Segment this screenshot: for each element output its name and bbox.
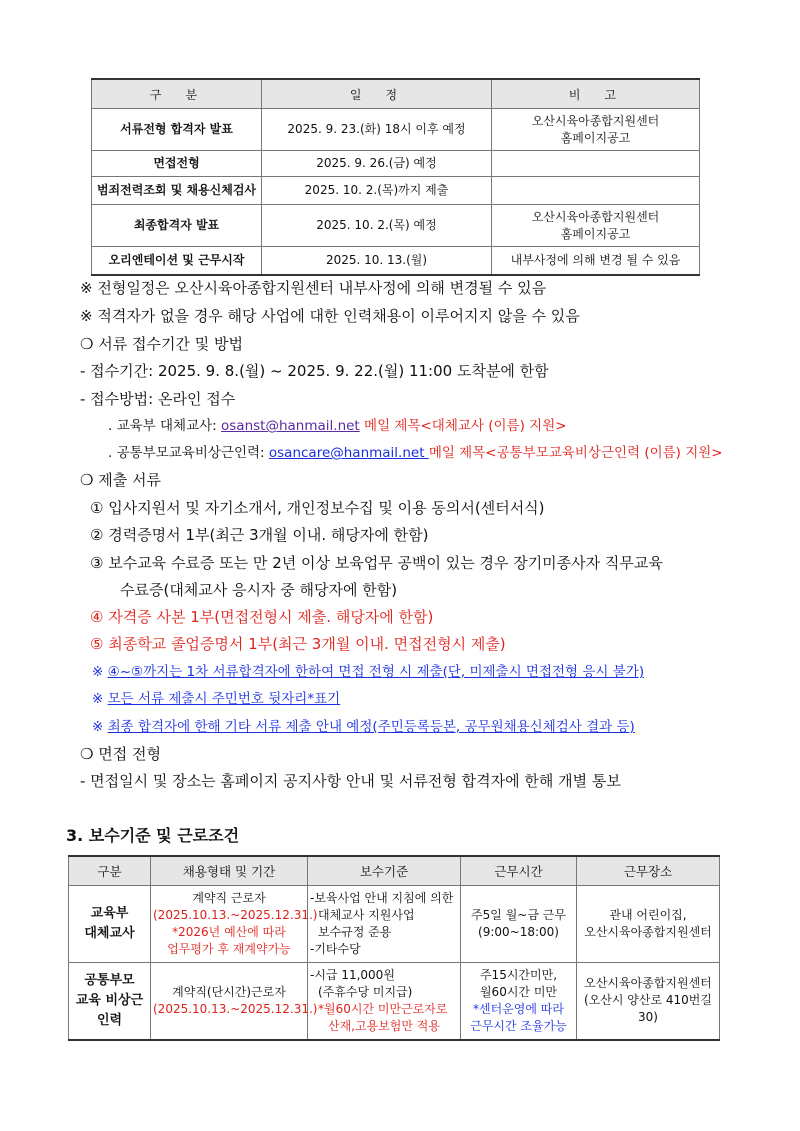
remark-text: 모든 서류 제출시 주민번호 뒷자리*표기 bbox=[107, 691, 341, 707]
pay-row-type bbox=[151, 886, 318, 963]
method-parent-education bbox=[108, 443, 800, 463]
no-candidate-note: ※ 적격자가 없을 경우 해당 사업에 대한 인력채용이 이루어지지 않을 수 있음 bbox=[80, 307, 580, 325]
pay-line: -시급 11,000원 bbox=[310, 967, 395, 982]
email-link-osanst[interactable]: osanst@hanmail.net bbox=[221, 418, 360, 434]
application-method: - 접수방법: 온라인 접수 bbox=[80, 390, 236, 408]
hours-line: 월60시간 미만 bbox=[479, 984, 558, 999]
place-line: 관내 어린이집, bbox=[609, 908, 687, 922]
schedule-change-note: ※ 전형일정은 오산시육아종합지원센터 내부사정에 의해 변경될 수 있음 bbox=[80, 279, 547, 297]
type-line: (2025.10.13.~2025.12.31.) bbox=[153, 908, 318, 922]
schedule-header-category: 구 분 bbox=[92, 79, 262, 109]
email-link-osancare[interactable]: osancare@hanmail.net bbox=[268, 445, 429, 461]
pay-line: -기타수당 bbox=[310, 942, 361, 956]
type-line: 계약직 근로자 bbox=[192, 891, 266, 905]
document-item: ④ 자격증 사본 1부(면접전형시 제출. 해당자에 한함) bbox=[90, 608, 434, 626]
schedule-label: 서류전형 합격자 발표 bbox=[92, 109, 262, 151]
mail-subject: 메일 제목<공통부모교육비상근인력 (이름) 지원> bbox=[428, 445, 723, 461]
pay-line: -보육사업 안내 지침에 의한 bbox=[310, 891, 454, 905]
document-item-continued: 수료증(대체교사 응시자 중 해당자에 한함) bbox=[120, 581, 398, 599]
document-item: ① 입사지원서 및 자기소개서, 개인정보수집 및 이용 동의서(센터서식) bbox=[90, 499, 545, 517]
schedule-table bbox=[91, 78, 700, 276]
type-line: *2026년 예산에 따라 bbox=[172, 925, 286, 939]
schedule-label: 범죄전력조회 및 채용신체검사 bbox=[92, 177, 262, 205]
documents-remark bbox=[92, 689, 792, 709]
remark-mark: ※ bbox=[92, 719, 108, 735]
document-item: ② 경력증명서 1부(최근 3개월 이내. 해당자에 한함) bbox=[90, 526, 429, 544]
hours-line: 근무시간 조율가능 bbox=[470, 1018, 567, 1033]
table-row bbox=[92, 177, 700, 205]
schedule-date: 2025. 10. 2.(목)까지 제출 bbox=[262, 177, 492, 205]
pay-header-category: 구분 bbox=[69, 856, 151, 886]
method-label: . 교육부 대체교사: bbox=[108, 418, 222, 434]
pay-header-type: 채용형태 및 기간 bbox=[151, 856, 308, 886]
schedule-label: 면접전형 bbox=[92, 151, 262, 177]
section-title: 3. 보수기준 및 근로조건 bbox=[66, 826, 240, 845]
pay-row-place bbox=[577, 963, 720, 1040]
pay-line: *월60시간 미만근로자로 bbox=[318, 1001, 448, 1016]
pay-header-row bbox=[69, 856, 720, 886]
pay-header-pay: 보수기준 bbox=[308, 856, 461, 886]
pay-row-type bbox=[151, 963, 318, 1040]
table-row bbox=[92, 205, 700, 247]
note-line: 오산시육아종합지원센터 bbox=[531, 113, 660, 128]
documents-heading: ❍ 제출 서류 bbox=[80, 471, 161, 489]
pay-row-pay bbox=[308, 963, 461, 1040]
pay-row-name bbox=[69, 963, 151, 1040]
remark-text: 최종 합격자에 한해 기타 서류 제출 안내 예정(주민등록등본, 공무원채용신체검사 결과 등) bbox=[107, 719, 635, 735]
pay-line: 산재,고용보험만 적용 bbox=[328, 1018, 440, 1033]
hours-line: 주5일 월~금 근무 bbox=[471, 908, 566, 922]
schedule-date: 2025. 10. 13.(월) bbox=[262, 247, 492, 275]
schedule-header-date: 일 정 bbox=[262, 79, 492, 109]
schedule-note bbox=[492, 151, 700, 177]
table-row bbox=[92, 247, 700, 275]
schedule-note: 내부사정에 의해 변경 될 수 있음 bbox=[492, 247, 700, 275]
table-row bbox=[92, 109, 700, 151]
note-line: 홈페이지공고 bbox=[560, 226, 631, 241]
interview-text: - 면접일시 및 장소는 홈페이지 공지사항 안내 및 서류전형 합격자에 한해 개별 통보 bbox=[80, 772, 621, 790]
application-period: - 접수기간: 2025. 9. 8.(월) ~ 2025. 9. 22.(월) 11:00 도착분에 한함 bbox=[80, 362, 549, 380]
application-heading: ❍ 서류 접수기간 및 방법 bbox=[80, 335, 243, 353]
schedule-note bbox=[492, 109, 700, 151]
hours-line: *센터운영에 따라 bbox=[473, 1001, 564, 1016]
type-line: (2025.10.13.~2025.12.31.) bbox=[153, 1001, 318, 1016]
place-line: (오산시 양산로 410번길30) bbox=[584, 993, 712, 1025]
table-row bbox=[69, 963, 720, 1040]
schedule-label: 최종합격자 발표 bbox=[92, 205, 262, 247]
method-substitute-teacher bbox=[108, 416, 800, 436]
schedule-note bbox=[492, 205, 700, 247]
schedule-date: 2025. 10. 2.(목) 예정 bbox=[262, 205, 492, 247]
pay-row-hours bbox=[461, 963, 577, 1040]
type-line: 업무평가 후 재계약가능 bbox=[167, 942, 291, 956]
name-line: 교육 비상근 bbox=[75, 992, 144, 1008]
remark-text: ④~⑤까지는 1차 서류합격자에 한하여 면접 전형 시 제출(단, 미제출시 면접전형 응시 불가) bbox=[107, 664, 645, 680]
schedule-note bbox=[492, 177, 700, 205]
document-item: ③ 보수교육 수료증 또는 만 2년 이상 보육업무 공백이 있는 경우 장기미종사자 직무교육 bbox=[90, 554, 663, 572]
documents-remark bbox=[92, 662, 792, 682]
place-line: 오산시육아종합지원센터 bbox=[584, 976, 712, 991]
hours-line: 주15시간미만, bbox=[479, 967, 558, 982]
name-line: 대체교사 bbox=[84, 926, 135, 941]
interview-heading: ❍ 면접 전형 bbox=[80, 745, 161, 763]
pay-table bbox=[68, 855, 720, 1041]
method-label: . 공통부모교육비상근인력: bbox=[108, 445, 269, 461]
mail-subject: 메일 제목<대체교사 (이름) 지원> bbox=[359, 418, 567, 434]
pay-row-pay bbox=[308, 886, 461, 963]
document-item: ⑤ 최종학교 졸업증명서 1부(최근 3개월 이내. 면접전형시 제출) bbox=[90, 635, 506, 653]
remark-mark: ※ bbox=[92, 691, 108, 707]
pay-line: 대체교사 지원사업 bbox=[318, 908, 415, 922]
name-line: 인력 bbox=[96, 1012, 123, 1028]
schedule-date: 2025. 9. 26.(금) 예정 bbox=[262, 151, 492, 177]
pay-header-place: 근무장소 bbox=[577, 856, 720, 886]
place-line: 오산시육아종합지원센터 bbox=[584, 925, 712, 939]
pay-row-name bbox=[69, 886, 151, 963]
note-line: 홈페이지공고 bbox=[560, 130, 631, 145]
pay-line: (주휴수당 미지급) bbox=[318, 984, 413, 999]
documents-remark bbox=[92, 717, 792, 737]
hours-line: (9:00~18:00) bbox=[478, 925, 559, 939]
table-row bbox=[92, 151, 700, 177]
pay-header-hours: 근무시간 bbox=[461, 856, 577, 886]
pay-row-place bbox=[577, 886, 720, 963]
table-row bbox=[69, 886, 720, 963]
type-line: 계약직(단시간)근로자 bbox=[172, 984, 286, 999]
schedule-header-note: 비 고 bbox=[492, 79, 700, 109]
schedule-date: 2025. 9. 23.(화) 18시 이후 예정 bbox=[262, 109, 492, 151]
name-line: 공통부모 bbox=[84, 972, 135, 988]
note-line: 오산시육아종합지원센터 bbox=[531, 209, 660, 224]
schedule-header-row bbox=[92, 79, 700, 109]
pay-row-hours bbox=[461, 886, 577, 963]
schedule-label: 오리엔테이션 및 근무시작 bbox=[92, 247, 262, 275]
pay-line: 보수규정 준용 bbox=[318, 925, 392, 939]
remark-mark: ※ bbox=[92, 664, 108, 680]
name-line: 교육부 bbox=[90, 906, 129, 921]
